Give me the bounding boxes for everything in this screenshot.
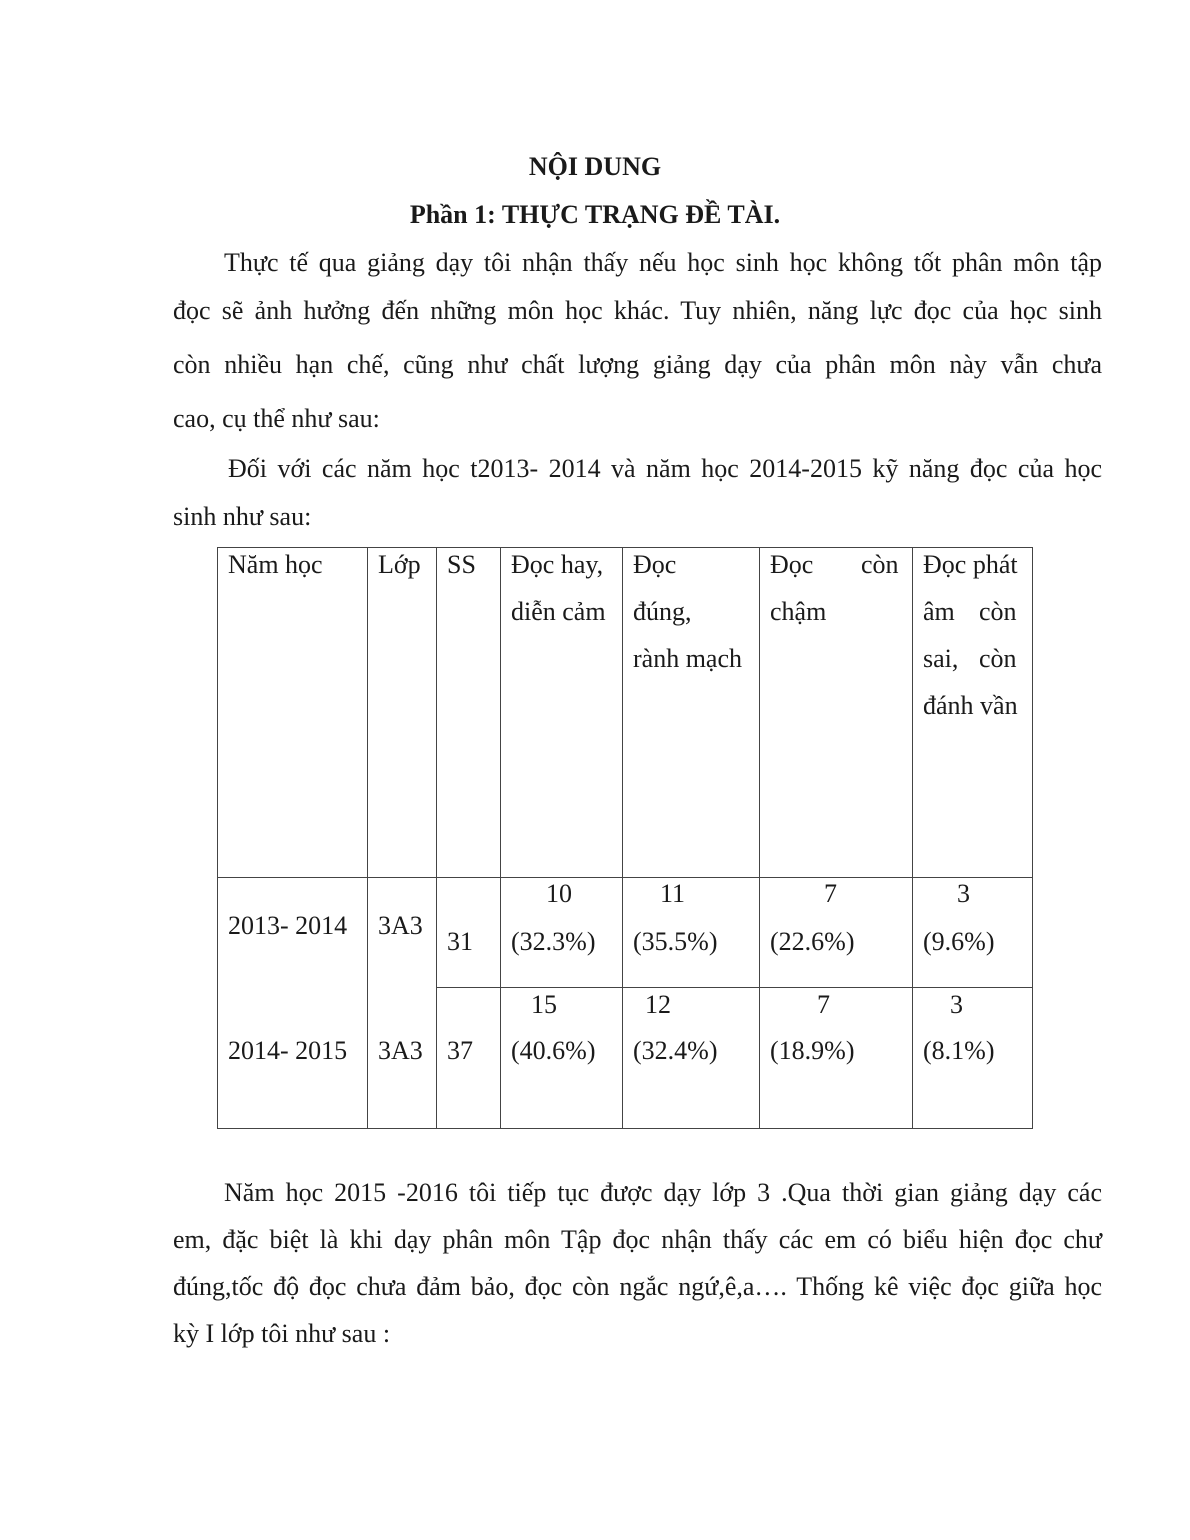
header-doc-cham-line2: chậm <box>770 597 827 626</box>
header-doc-hay-line2: diễn cảm <box>511 597 606 626</box>
header-doc-dung-line3: rành mạch <box>633 644 743 673</box>
cell-doc-hay-count: 15 <box>531 990 557 1019</box>
header-doc-sai-word5: còn <box>979 644 1017 673</box>
cell-nam-hoc: 2014- 2015 <box>228 1036 348 1065</box>
header-ss: SS <box>447 550 476 579</box>
cell-doc-dung-count: 12 <box>645 990 671 1019</box>
cell-doc-dung-pct: (32.4%) <box>633 1036 718 1065</box>
cell-doc-cham-count: 7 <box>817 990 830 1019</box>
table-border-bottom <box>217 1128 1033 1129</box>
table-col-line <box>500 547 501 1129</box>
header-doc-dung-line1: Đọc <box>633 550 677 579</box>
paragraph1-line2: đọc sẽ ảnh hưởng đến những môn học khác. Tuy nhiên, năng lực đọc của học sinh <box>173 296 1102 325</box>
table-col-line <box>1032 547 1033 1129</box>
paragraph3-line4: kỳ I lớp tôi như sau : <box>173 1319 391 1348</box>
header-doc-hay-line1: Đọc hay, <box>511 550 604 579</box>
page-heading: NỘI DUNG <box>528 152 662 181</box>
cell-ss: 31 <box>447 927 473 956</box>
header-doc-sai-word2: âm <box>923 597 955 626</box>
table-header-divider <box>217 877 1033 878</box>
cell-doc-sai-count: 3 <box>950 990 963 1019</box>
table-border-top <box>217 547 1033 548</box>
table-row-divider <box>436 987 1033 988</box>
paragraph3-line3: đúng,tốc độ đọc chưa đảm bảo, đọc còn ngắc ngứ,ê,a…. Thống kê việc đọc giữa học <box>173 1272 1102 1301</box>
header-lop: Lớp <box>378 550 421 579</box>
paragraph2-line2: sinh như sau: <box>173 502 312 531</box>
paragraph1-line3: còn nhiều hạn chế, cũng như chất lượng giảng dạy của phân môn này vẫn chưa <box>173 350 1102 379</box>
cell-lop: 3A3 <box>378 911 423 940</box>
cell-doc-sai-pct: (8.1%) <box>923 1036 995 1065</box>
cell-doc-hay-pct: (40.6%) <box>511 1036 596 1065</box>
table-col-line <box>912 547 913 1129</box>
paragraph1-line4: cao, cụ thể như sau: <box>173 404 380 433</box>
header-doc-sai-line4: đánh vần <box>923 691 1018 720</box>
header-doc-cham-word1: Đọc <box>770 550 814 579</box>
cell-doc-sai-pct: (9.6%) <box>923 927 995 956</box>
header-doc-sai-line1: Đọc phát <box>923 550 1018 579</box>
cell-doc-hay-pct: (32.3%) <box>511 927 596 956</box>
cell-doc-dung-pct: (35.5%) <box>633 927 718 956</box>
header-doc-dung-line2: đúng, <box>633 597 692 626</box>
cell-lop: 3A3 <box>378 1036 423 1065</box>
cell-doc-sai-count: 3 <box>957 879 970 908</box>
cell-ss: 37 <box>447 1036 473 1065</box>
header-nam-hoc: Năm học <box>228 550 323 579</box>
paragraph3-line1: Năm học 2015 -2016 tôi tiếp tục được dạy lớp 3 .Qua thời gian giảng dạy các <box>224 1178 1102 1207</box>
table-col-line <box>217 547 218 1129</box>
cell-doc-cham-count: 7 <box>824 879 837 908</box>
paragraph2-line1: Đối với các năm học t2013- 2014 và năm học 2014-2015 kỹ năng đọc của học <box>228 454 1102 483</box>
paragraph1-line1: Thực tế qua giảng dạy tôi nhận thấy nếu học sinh học không tốt phân môn tập <box>224 248 1102 277</box>
header-doc-sai-word4: sai, <box>923 644 959 673</box>
cell-doc-dung-count: 11 <box>660 879 686 908</box>
header-doc-sai-word3: còn <box>979 597 1017 626</box>
table-col-line <box>759 547 760 1129</box>
cell-nam-hoc: 2013- 2014 <box>228 911 348 940</box>
table-col-line <box>622 547 623 1129</box>
paragraph3-line2: em, đặc biệt là khi dạy phân môn Tập đọc nhận thấy các em có biểu hiện đọc chư <box>173 1225 1102 1254</box>
table-col-line <box>367 547 368 1129</box>
cell-doc-cham-pct: (18.9%) <box>770 1036 855 1065</box>
cell-doc-hay-count: 10 <box>546 879 572 908</box>
section-title: Phần 1: THỰC TRẠNG ĐỀ TÀI. <box>409 200 781 229</box>
header-doc-cham-word2: còn <box>861 550 899 579</box>
table-col-line <box>436 547 437 1129</box>
cell-doc-cham-pct: (22.6%) <box>770 927 855 956</box>
